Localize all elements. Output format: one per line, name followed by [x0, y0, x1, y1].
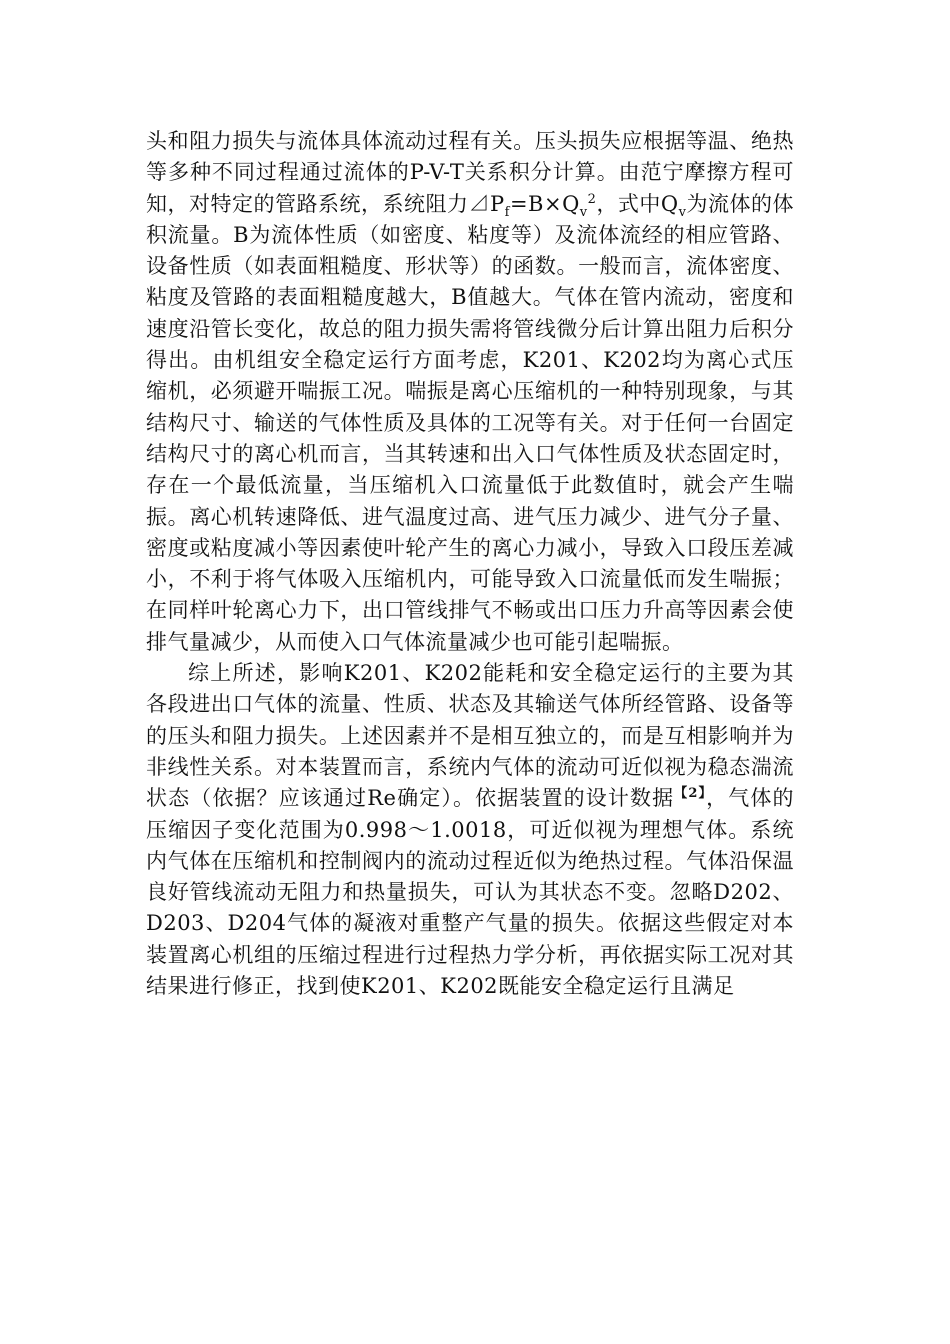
paragraph-1-text-c: ，式中Q [596, 191, 679, 216]
subscript-v: v [579, 204, 588, 220]
subscript-v-2: v [678, 204, 687, 220]
paragraph-1-text-b: =B×Q [509, 191, 580, 216]
paragraph-1 [146, 126, 794, 658]
paragraph-2-text-b: ，气体的压缩因子变化范围为0.998～1.0018，可近似视为理想气体。系统内气体在压缩机和控制阀内的流动过程近似为绝热过程。气体沿保温良好管线流动无阻力和热量损失，可认为其状态不变。忽略D202、D203、D204气体的凝液对重整产气量的损失。依据这些假定对本装置离心机组的压缩过程进行过程热力学分析，再依据实际工况对其结果进行修正，找到使K201、K202既能安全稳定运行且满足 [146, 786, 794, 999]
paragraph-2-text-a: 综上所述，影响K201、K202能耗和安全稳定运行的主要为其各段进出口气体的流量、性质、状态及其输送气体所经管路、设备等的压头和阻力损失。上述因素并不是相互独立的，而是互相影响并为非线性关系。对本装置而言，系统内气体的流动可近似视为稳态湍流状态（依据？应该通过Re确定）。依据装置的设计数据 [146, 661, 794, 811]
superscript-2: 2 [587, 191, 597, 207]
document-body [146, 126, 794, 1002]
paragraph-1-text-d: 为流体的体积流量。B为流体性质（如密度、粘度等）及流体流经的相应管路、设备性质（如表面粗糙度、形状等）的函数。一般而言，流体密度、粘度及管路的表面粗糙度越大，B值越大。气体在管内流动，密度和速度沿管长变化，故总的阻力损失需将管线微分后计算出阻力后积分得出。由机组安全稳定运行方面考虑，K201、K202均为离心式压缩机，必须避开喘振工况。喘振是离心压缩机的一种特别现象，与其结构尺寸、输送的气体性质及具体的工况等有关。对于任何一台固定结构尺寸的离心机而言，当其转速和出入口气体性质及状态固定时，存在一个最低流量，当压缩机入口流量低于此数值时，就会产生喘振。离心机转速降低、进气温度过高、进气压力减少、进气分子量、密度或粘度减小等因素使叶轮产生的离心力减小，导致入口段压差减小，不利于将气体吸入压缩机内，可能导致入口流量低而发生喘振；在同样叶轮离心力下，出口管线排气不畅或出口压力升高等因素会使排气量减少，从而使入口气体流量减少也可能引起喘振。 [146, 191, 795, 654]
citation-marker: 【2】 [674, 786, 707, 802]
paragraph-1-text-a: 头和阻力损失与流体具体流动过程有关。压头损失应根据等温、绝热等多种不同过程通过流体的P-V-T关系积分计算。由范宁摩擦方程可知，对特定的管路系统，系统阻力⊿P [146, 129, 794, 216]
paragraph-2 [146, 658, 794, 1002]
subscript-f: f [504, 204, 510, 220]
